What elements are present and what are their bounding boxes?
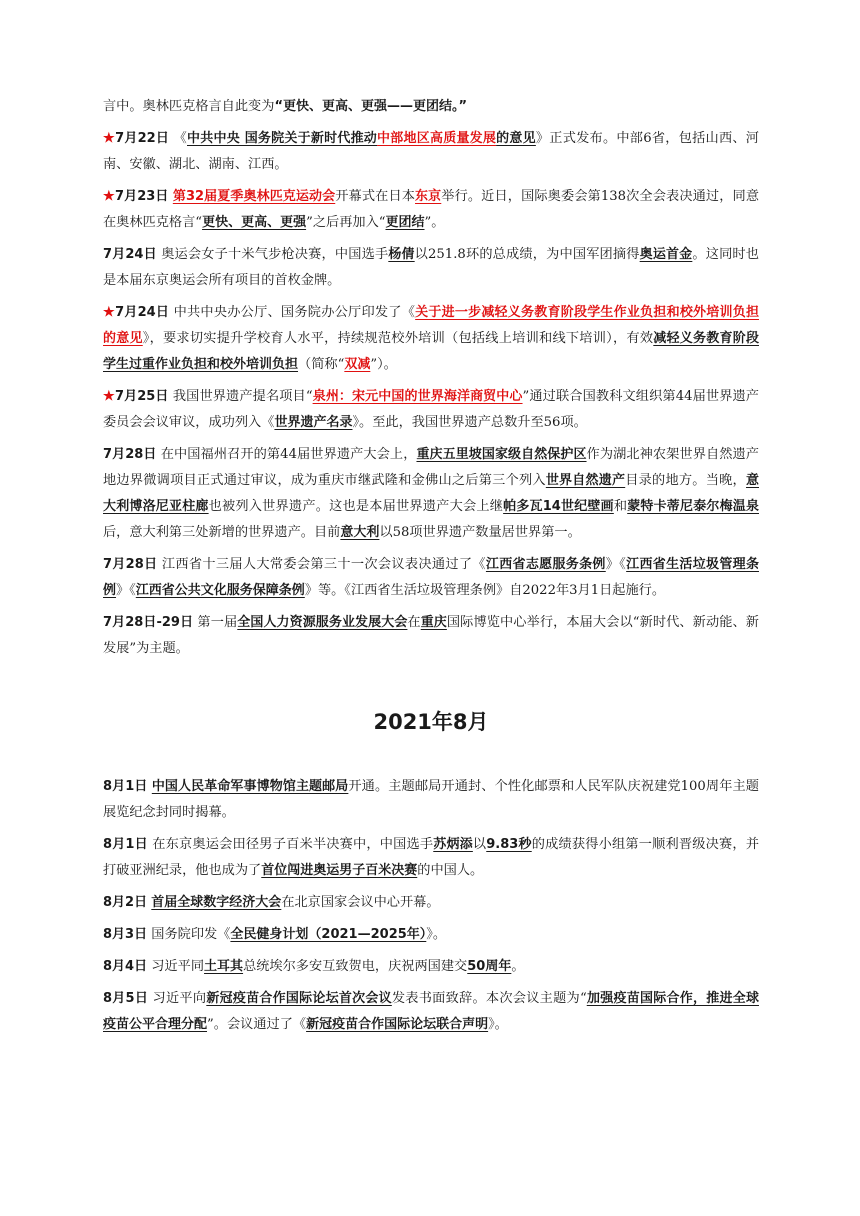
event-entry: [103, 922, 759, 948]
highlighted-term: 奥运首金: [639, 247, 693, 262]
event-text: 举行。近日，国际奥委会第138次全会表决通过，同意在奥林匹克格言“: [103, 189, 760, 230]
highlighted-term: 江西省生活垃圾管理条例: [103, 557, 759, 598]
event-text: 在中国福州召开的第44届世界遗产大会上，: [156, 447, 417, 462]
event-text: 》。: [426, 927, 447, 942]
event-date: 8月1日: [103, 837, 148, 852]
event-text: 习近平同: [147, 959, 205, 974]
highlighted-term: 加强疫苗国际合作，推进全球疫苗公平合理分配: [103, 991, 759, 1032]
event-text: 总统埃尔多安互致贺电，庆祝两国建交: [243, 959, 468, 974]
highlighted-term: 中国人民革命军事博物馆主题邮局: [151, 779, 349, 794]
event-text: 的中国人。: [417, 863, 484, 878]
event-text: ”。会议通过了《: [207, 1017, 307, 1032]
event-text: 》《: [605, 557, 627, 572]
month-heading: 2021年8月: [373, 710, 489, 734]
highlighted-term: 首位闯进奥运男子百米决赛: [261, 863, 418, 878]
august-events-list: [103, 774, 759, 1038]
highlighted-term: 50周年: [467, 959, 512, 974]
event-text: 我国世界遗产提名项目“: [168, 389, 313, 404]
event-text: 》《: [116, 583, 136, 598]
event-text: ”）。: [370, 357, 397, 372]
highlighted-term: 更快、更高、更强: [202, 215, 307, 230]
event-text: 国务院印发《: [147, 927, 231, 942]
highlighted-term: 意大利: [340, 525, 380, 540]
intro-text: 言中。奥林匹克格言自此变为: [103, 99, 275, 114]
event-entry: [103, 774, 759, 826]
event-date: 8月2日: [103, 895, 148, 910]
highlighted-term: 江西省公共文化服务保障条例: [135, 583, 305, 598]
event-text: 习近平向: [148, 991, 207, 1006]
event-text: 作为湖北神农架世界自然遗产地边界微调项目正式通过审议，成为重庆市继武隆和金佛山之后第三个列入: [103, 447, 759, 488]
event-text: 在北京国家会议中心开幕。: [281, 895, 440, 910]
event-entry: [103, 610, 759, 662]
highlighted-term: 中部地区高质量发展: [377, 131, 497, 146]
event-text: 。: [511, 959, 525, 974]
star-icon: ★: [103, 305, 116, 320]
event-entry: [103, 384, 759, 436]
highlighted-term: 新冠疫苗合作国际论坛首次会议: [206, 991, 392, 1006]
highlighted-term: 土耳其: [204, 959, 244, 974]
highlighted-term: 第32届夏季奥林匹克运动会: [172, 189, 336, 204]
event-date: 7月24日: [103, 247, 157, 262]
event-text: 江西省十三届人大常委会第三十一次会议表决通过了《: [157, 557, 486, 572]
event-text: 开幕式在日本: [335, 189, 416, 204]
event-text: 奥运会女子十米气步枪决赛，中国选手: [156, 247, 389, 262]
highlighted-term: 苏炳添: [433, 837, 473, 852]
event-date: 8月3日: [103, 927, 148, 942]
event-text: 的成绩获得小组第一顺利晋级决赛，并打破亚洲纪录，他也成为了: [103, 837, 760, 878]
event-text: 》等。《江西省生活垃圾管理条例》自2022年3月1日起施行。: [304, 583, 666, 598]
event-text: 在东京奥运会田径男子百米半决赛中，中国选手: [147, 837, 434, 852]
event-entry: [103, 832, 759, 884]
event-date: 7月23日: [114, 189, 169, 204]
event-text: 以: [472, 837, 487, 852]
event-text: 开通。主题邮局开通封、个性化邮票和人民军队庆祝建党100周年主题展览纪念封同时揭幕。: [103, 779, 759, 820]
highlighted-term: 首届全球数字经济大会: [151, 895, 282, 910]
event-date: 7月28日: [103, 557, 158, 572]
star-icon: ★: [103, 389, 115, 404]
event-text: 以251.8环的总成绩，为中国军团摘得: [414, 247, 640, 262]
event-entry: [103, 986, 759, 1038]
highlighted-term: 减轻义务教育阶段学生过重作业负担和校外培训负担: [103, 331, 759, 372]
star-icon: ★: [103, 189, 115, 204]
highlighted-term: 关于进一步减轻义务教育阶段学生作业负担和校外培训负担的意见: [103, 305, 759, 346]
highlighted-term: 全国人力资源服务业发展大会: [237, 615, 408, 630]
highlighted-term: 新冠疫苗合作国际论坛联合声明: [306, 1017, 489, 1032]
highlighted-term: 中共中央 国务院关于新时代推动: [187, 131, 378, 146]
event-entry: [103, 126, 759, 178]
highlighted-term: 双减: [344, 357, 371, 372]
highlighted-term: 重庆: [420, 615, 447, 630]
highlighted-term: 9.83秒: [486, 837, 532, 852]
highlighted-term: 世界遗产名录: [274, 415, 353, 430]
event-text: ”通过联合国教科文组织第44届世界遗产委员会会议审议，成功列入《: [103, 389, 759, 430]
highlighted-term: 泉州：宋元中国的世界海洋商贸中心: [312, 389, 523, 404]
event-text: 。这同时也是本届东京奥运会所有项目的首枚金牌。: [103, 247, 759, 288]
event-text: ”之后再加入“: [306, 215, 386, 230]
event-entry: [103, 300, 759, 378]
document-page: [103, 94, 759, 1044]
event-text: 在: [407, 615, 421, 630]
event-text: 》。: [488, 1017, 508, 1032]
event-date: 8月1日: [103, 779, 148, 794]
event-text: 以58项世界遗产数量居世界第一。: [379, 525, 581, 540]
highlighted-term: 东京: [415, 189, 442, 204]
highlighted-term: 江西省志愿服务条例: [485, 557, 606, 572]
highlighted-term: 杨倩: [388, 247, 415, 262]
event-text: 和: [613, 499, 628, 514]
event-text: 》正式发布。中部6省，包括山西、河南、安徽、湖北、湖南、江西。: [103, 131, 759, 172]
event-entry: [103, 242, 759, 294]
event-text: 也被列入世界遗产。这也是本届世界遗产大会上继: [208, 499, 504, 514]
highlighted-term: 重庆五里坡国家级自然保护区: [416, 447, 587, 462]
event-entry: [103, 890, 759, 916]
event-text: 目录的地方。当晚，: [625, 473, 746, 488]
event-date: 7月28日: [103, 447, 157, 462]
highlighted-term: 更团结: [385, 215, 425, 230]
highlighted-term: 帕多瓦14世纪壁画: [503, 499, 614, 514]
intro-paragraph: [103, 94, 759, 120]
event-date: 7月28日-29日: [103, 615, 194, 630]
olympic-motto: “更快、更高、更强——更团结。”: [274, 99, 468, 114]
event-entry: [103, 184, 759, 236]
highlighted-term: 全民健身计划（2021—2025年）: [230, 927, 427, 942]
highlighted-term: 的意见: [496, 131, 536, 146]
event-text: 后，意大利第三处新增的世界遗产。目前: [103, 525, 341, 540]
july-events-list: [103, 126, 759, 662]
event-entry: [103, 954, 759, 980]
highlighted-term: 世界自然遗产: [545, 473, 626, 488]
event-date: 7月25日: [114, 389, 169, 404]
highlighted-term: 意大利博洛尼亚柱廊: [103, 473, 759, 514]
event-text: 》，要求切实提升学校育人水平，持续规范校外培训（包括线上培训和线下培训），有效: [142, 331, 654, 346]
event-text: 国际博览中心举行，本届大会以“新时代、新动能、新发展”为主题。: [103, 615, 759, 656]
event-text: 发表书面致辞。本次会议主题为“: [391, 991, 587, 1006]
event-text: 中共中央办公厅、国务院办公厅印发了《: [169, 305, 416, 320]
star-icon: ★: [103, 131, 116, 146]
event-entry: [103, 442, 759, 546]
event-entry: [103, 552, 759, 604]
event-text: （简称“: [298, 357, 345, 372]
event-text: 》。至此，我国世界遗产总数升至56项。: [352, 415, 587, 430]
highlighted-term: 蒙特卡蒂尼泰尔梅温泉: [627, 499, 759, 514]
event-date: 7月22日: [115, 131, 170, 146]
event-date: 8月4日: [103, 959, 148, 974]
event-text: 第一届: [193, 615, 238, 630]
event-date: 8月5日: [103, 991, 149, 1006]
event-text: ”。: [424, 215, 445, 230]
event-text: 《: [169, 131, 187, 146]
event-date: 7月24日: [115, 305, 170, 320]
